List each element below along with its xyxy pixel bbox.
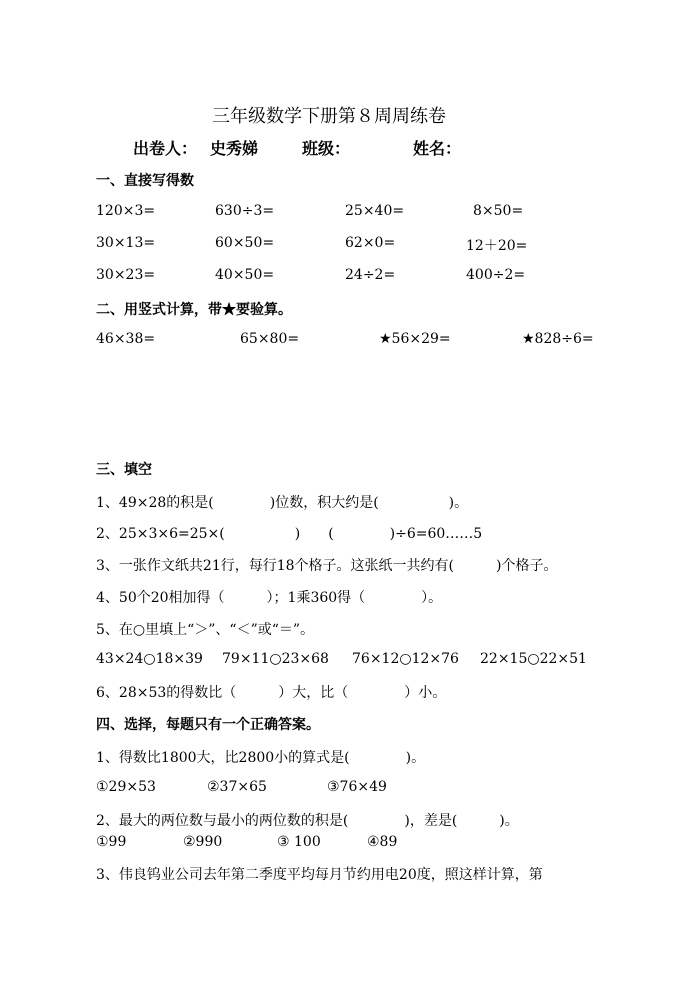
choice-option: ②37×65 [207, 779, 267, 795]
calc-item: 62×0= [345, 235, 396, 251]
page-title: 三年级数学下册第８周周练卷 [212, 106, 446, 127]
calc-item: 60×50= [215, 235, 275, 251]
calc-item: 12＋20= [466, 238, 528, 254]
choice-option: ④89 [367, 834, 398, 850]
choice-question-3: 3、伟良钨业公司去年第二季度平均每月节约用电20度，照这样计算，第 [96, 867, 543, 883]
vertical-calc-item: ★56×29= [379, 331, 451, 347]
calc-item: 30×23= [96, 267, 156, 283]
fill-question-4: 4、50个20相加得（ ）；1乘360得（ ）。 [96, 590, 443, 606]
vertical-calc-item: 65×80= [240, 331, 300, 347]
fill-question-6: 6、28×53的得数比（ ）大，比（ ）小。 [96, 685, 447, 701]
compare-item: 22×15○22×51 [480, 651, 587, 667]
compare-item: 76×12○12×76 [352, 651, 459, 667]
choice-option: ①99 [96, 834, 127, 850]
calc-item: 30×13= [96, 235, 156, 251]
name-label: 姓名： [413, 139, 462, 158]
setter-name: 史秀娣 [210, 139, 259, 158]
fill-question-5: 5、在○里填上“＞”、“＜”或“＝”。 [96, 622, 315, 638]
calc-item: 630÷3= [215, 203, 275, 219]
calc-item: 400÷2= [466, 267, 526, 283]
calc-item: 24÷2= [345, 267, 396, 283]
vertical-calc-item: ★828÷6= [522, 331, 594, 347]
compare-item: 43×24○18×39 [96, 651, 203, 667]
section2-heading: 二、用竖式计算，带★要验算。 [96, 302, 292, 318]
choice-option: ③76×49 [327, 779, 387, 795]
vertical-calc-item: 46×38= [96, 331, 156, 347]
choice-option: ③ 100 [277, 834, 321, 850]
choice-question-1: 1、得数比1800大，比2800小的算式是( )。 [96, 750, 426, 766]
calc-item: 40×50= [215, 267, 275, 283]
class-label: 班级： [302, 139, 351, 158]
fill-question-3: 3、一张作文纸共21行，每行18个格子。这张纸一共约有( )个格子。 [96, 558, 558, 574]
choice-option: ②990 [183, 834, 223, 850]
calc-item: 25×40= [345, 203, 405, 219]
calc-item: 120×3= [96, 203, 156, 219]
compare-item: 79×11○23×68 [222, 651, 329, 667]
fill-question-1: 1、49×28的积是( )位数，积大约是( )。 [96, 495, 469, 511]
section4-heading: 四、选择，每题只有一个正确答案。 [96, 717, 320, 733]
fill-question-2: 2、25×3×6=25×( ) ( )÷6=60……5 [96, 526, 483, 542]
calc-item: 8×50= [473, 203, 524, 219]
choice-option: ①29×53 [96, 779, 156, 795]
section3-heading: 三、填空 [96, 462, 152, 478]
choice-question-2: 2、最大的两位数与最小的两位数的积是( )，差是( )。 [96, 813, 519, 829]
setter-label: 出卷人： [133, 139, 198, 158]
section1-heading: 一、直接写得数 [96, 173, 194, 189]
